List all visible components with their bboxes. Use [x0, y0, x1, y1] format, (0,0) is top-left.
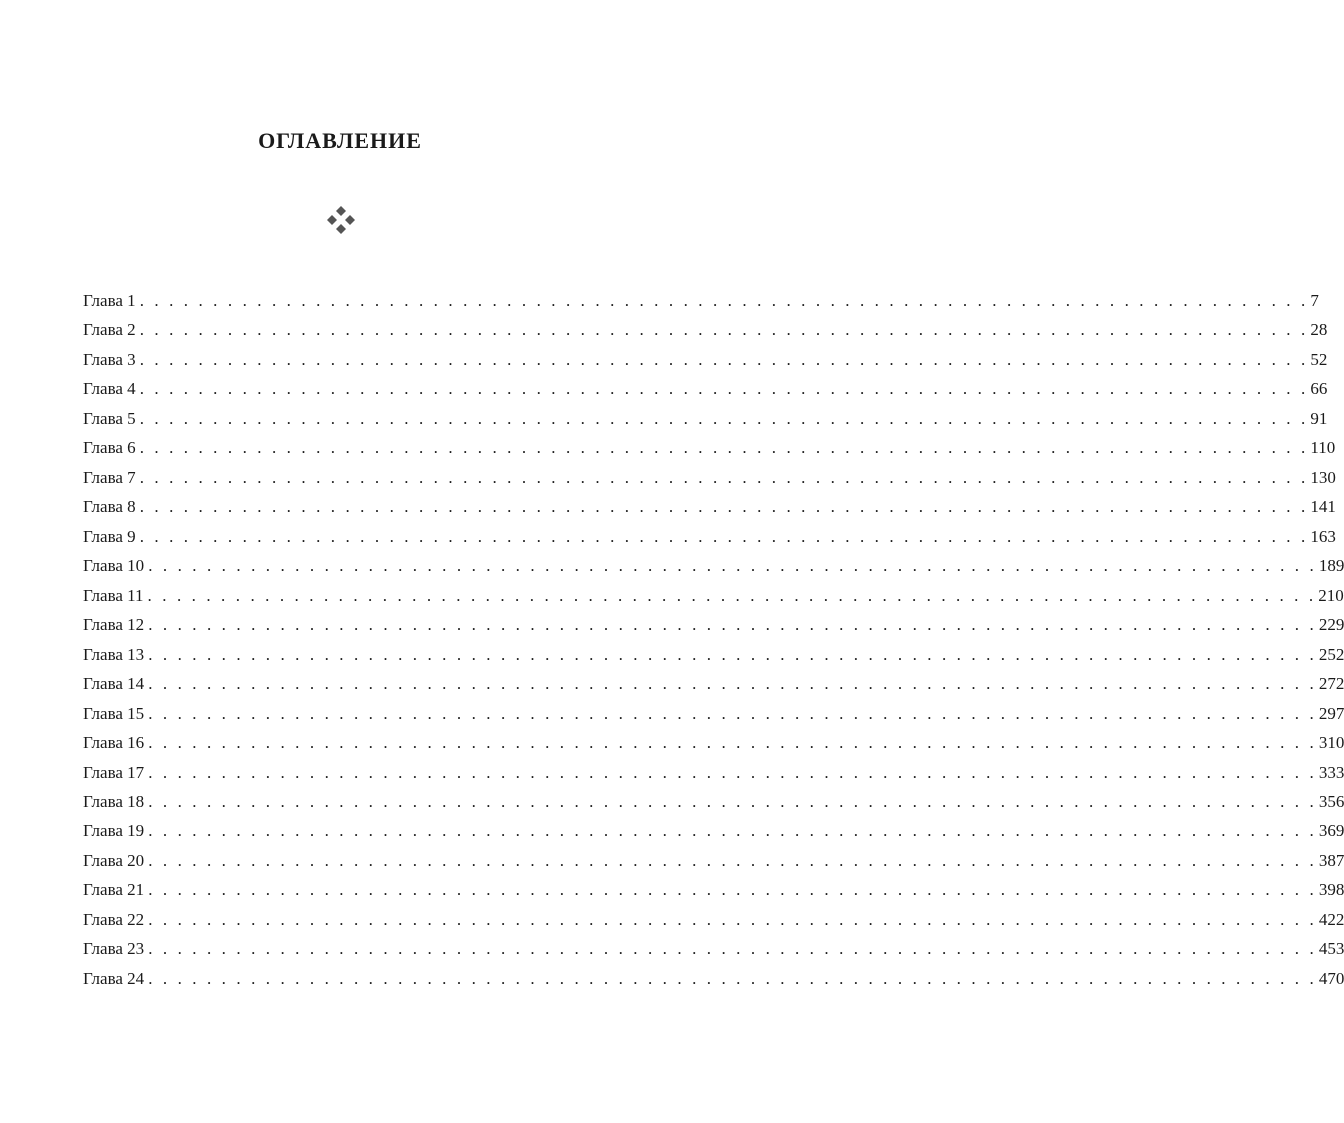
toc-entry-page-number: 52	[1310, 349, 1328, 369]
toc-entry[interactable]	[83, 909, 1344, 939]
toc-entry-page-number: 252	[1318, 644, 1344, 664]
toc-entry-page-number: 356	[1318, 791, 1344, 811]
toc-entry-page-number: 66	[1310, 379, 1328, 399]
toc-entry[interactable]	[83, 585, 1344, 615]
toc-entry[interactable]	[83, 408, 1328, 438]
dot-leader: . . . . . . . . . . . . . . . . . . . . . . . . . . . . . . . . . . . . . . . . . . . . . . . . . . . . . . . . . . . . . . . . . . . . . . . . . . . . . . . .	[148, 644, 1317, 664]
toc-entry[interactable]	[83, 349, 1328, 379]
toc-entry[interactable]	[83, 674, 1344, 703]
dot-leader: . . . . . . . . . . . . . . . . . . . . . . . . . . . . . . . . . . . . . . . . . . . . . . . . . . . . . . . . . . . . . . . . . . . . . . . . . . . . . . . .	[148, 939, 1317, 959]
toc-entry-label: Глава 6	[83, 438, 136, 458]
toc-entry[interactable]	[83, 821, 1344, 850]
toc-entry[interactable]	[83, 320, 1328, 349]
toc-entry-page-number: 453	[1318, 939, 1344, 959]
toc-entry-page-number: 297	[1318, 703, 1344, 723]
toc-entry[interactable]	[83, 939, 1344, 968]
toc-entry-label: Глава 11	[83, 585, 144, 605]
toc-entry-label: Глава 9	[83, 526, 136, 546]
toc-entry-page-number: 141	[1310, 497, 1336, 517]
dot-leader: . . . . . . . . . . . . . . . . . . . . . . . . . . . . . . . . . . . . . . . . . . . . . . . . . . . . . . . . . . . . . . . . . . . . . . . . . . . . . . . .	[139, 438, 1309, 458]
toc-entry-page-number: 229	[1318, 615, 1344, 635]
toc-entry[interactable]	[83, 880, 1344, 909]
dot-leader: . . . . . . . . . . . . . . . . . . . . . . . . . . . . . . . . . . . . . . . . . . . . . . . . . . . . . . . . . . . . . . . . . . . . . . . . . . . . . . . .	[147, 585, 1317, 605]
toc-entry-page-number: 189	[1318, 556, 1344, 576]
dot-leader: . . . . . . . . . . . . . . . . . . . . . . . . . . . . . . . . . . . . . . . . . . . . . . . . . . . . . . . . . . . . . . . . . . . . . . . . . . . . . . . .	[148, 968, 1317, 988]
toc-entry-label: Глава 23	[83, 939, 145, 959]
dot-leader: . . . . . . . . . . . . . . . . . . . . . . . . . . . . . . . . . . . . . . . . . . . . . . . . . . . . . . . . . . . . . . . . . . . . . . . . . . . . . . . .	[148, 674, 1317, 694]
page-title: ОГЛАВЛЕНИЕ	[258, 128, 422, 153]
toc-entry-label: Глава 1	[83, 291, 136, 310]
toc-entry-page-number: 422	[1318, 909, 1344, 929]
dot-leader: . . . . . . . . . . . . . . . . . . . . . . . . . . . . . . . . . . . . . . . . . . . . . . . . . . . . . . . . . . . . . . . . . . . . . . . . . . . . . . . .	[148, 880, 1317, 900]
toc-entry-label: Глава 8	[83, 497, 136, 517]
toc-entry[interactable]	[83, 644, 1344, 674]
dot-leader: . . . . . . . . . . . . . . . . . . . . . . . . . . . . . . . . . . . . . . . . . . . . . . . . . . . . . . . . . . . . . . . . . . . . . . . . . . . . . . . .	[148, 733, 1317, 753]
toc-entry-label: Глава 17	[83, 762, 145, 782]
dot-leader: . . . . . . . . . . . . . . . . . . . . . . . . . . . . . . . . . . . . . . . . . . . . . . . . . . . . . . . . . . . . . . . . . . . . . . . . . . . . . . . .	[139, 526, 1309, 546]
toc-entry-page-number: 91	[1310, 408, 1328, 428]
toc-entry-page-number: 130	[1310, 467, 1336, 487]
dot-leader: . . . . . . . . . . . . . . . . . . . . . . . . . . . . . . . . . . . . . . . . . . . . . . . . . . . . . . . . . . . . . . . . . . . . . . . . . . . . . . . .	[148, 762, 1317, 782]
toc-entry-label: Глава 2	[83, 320, 136, 340]
dot-leader: . . . . . . . . . . . . . . . . . . . . . . . . . . . . . . . . . . . . . . . . . . . . . . . . . . . . . . . . . . . . . . . . . . . . . . . . . . . . . . . .	[139, 467, 1309, 487]
toc-entry[interactable]	[83, 703, 1344, 733]
toc-entry-label: Глава 3	[83, 349, 136, 369]
dot-leader: . . . . . . . . . . . . . . . . . . . . . . . . . . . . . . . . . . . . . . . . . . . . . . . . . . . . . . . . . . . . . . . . . . . . . . . . . . . . . . . .	[139, 379, 1309, 399]
toc-entry-label: Глава 10	[83, 556, 145, 576]
toc-entry-label: Глава 21	[83, 880, 145, 900]
toc-entry-label: Глава 18	[83, 791, 145, 811]
dot-leader: . . . . . . . . . . . . . . . . . . . . . . . . . . . . . . . . . . . . . . . . . . . . . . . . . . . . . . . . . . . . . . . . . . . . . . . . . . . . . . . .	[139, 408, 1309, 428]
toc-entry-label: Глава 15	[83, 703, 145, 723]
dot-leader: . . . . . . . . . . . . . . . . . . . . . . . . . . . . . . . . . . . . . . . . . . . . . . . . . . . . . . . . . . . . . . . . . . . . . . . . . . . . . . . .	[139, 320, 1309, 340]
four-diamond-ornament-icon	[326, 205, 356, 235]
toc-entry-page-number: 310	[1318, 733, 1344, 753]
toc-entry[interactable]	[83, 733, 1344, 762]
toc-entry-page-number: 369	[1318, 821, 1344, 841]
toc-entry[interactable]	[83, 615, 1344, 644]
toc-entry[interactable]	[83, 526, 1336, 556]
dot-leader: . . . . . . . . . . . . . . . . . . . . . . . . . . . . . . . . . . . . . . . . . . . . . . . . . . . . . . . . . . . . . . . . . . . . . . . . . . . . . . . .	[139, 291, 1309, 310]
toc-entry[interactable]	[83, 497, 1336, 526]
toc-entry-label: Глава 12	[83, 615, 145, 635]
dot-leader: . . . . . . . . . . . . . . . . . . . . . . . . . . . . . . . . . . . . . . . . . . . . . . . . . . . . . . . . . . . . . . . . . . . . . . . . . . . . . . . .	[148, 556, 1317, 576]
toc-entry[interactable]	[83, 762, 1344, 792]
toc-entry-page-number: 333	[1318, 762, 1344, 782]
dot-leader: . . . . . . . . . . . . . . . . . . . . . . . . . . . . . . . . . . . . . . . . . . . . . . . . . . . . . . . . . . . . . . . . . . . . . . . . . . . . . . . .	[139, 349, 1309, 369]
toc-entry-page-number: 110	[1310, 438, 1336, 458]
toc-entry[interactable]	[83, 556, 1344, 585]
toc-entry-page-number: 387	[1318, 850, 1344, 870]
toc-entry[interactable]	[83, 438, 1336, 467]
toc-entry[interactable]	[83, 379, 1328, 408]
toc-entry-page-number: 7	[1310, 291, 1319, 310]
toc-entry-label: Глава 7	[83, 467, 136, 487]
toc-entry-page-number: 272	[1318, 674, 1344, 694]
dot-leader: . . . . . . . . . . . . . . . . . . . . . . . . . . . . . . . . . . . . . . . . . . . . . . . . . . . . . . . . . . . . . . . . . . . . . . . . . . . . . . . .	[148, 850, 1317, 870]
toc-entry-label: Глава 24	[83, 968, 145, 988]
dot-leader: . . . . . . . . . . . . . . . . . . . . . . . . . . . . . . . . . . . . . . . . . . . . . . . . . . . . . . . . . . . . . . . . . . . . . . . . . . . . . . . .	[148, 615, 1317, 635]
dot-leader: . . . . . . . . . . . . . . . . . . . . . . . . . . . . . . . . . . . . . . . . . . . . . . . . . . . . . . . . . . . . . . . . . . . . . . . . . . . . . . . .	[139, 497, 1309, 517]
dot-leader: . . . . . . . . . . . . . . . . . . . . . . . . . . . . . . . . . . . . . . . . . . . . . . . . . . . . . . . . . . . . . . . . . . . . . . . . . . . . . . . .	[148, 909, 1317, 929]
table-of-contents	[83, 291, 1344, 998]
toc-entry-page-number: 470	[1318, 968, 1344, 988]
toc-entry-page-number: 210	[1318, 585, 1344, 605]
toc-entry[interactable]	[83, 291, 1319, 320]
toc-entry[interactable]	[83, 968, 1344, 998]
toc-entry-label: Глава 16	[83, 733, 145, 753]
dot-leader: . . . . . . . . . . . . . . . . . . . . . . . . . . . . . . . . . . . . . . . . . . . . . . . . . . . . . . . . . . . . . . . . . . . . . . . . . . . . . . . .	[148, 821, 1317, 841]
toc-entry-label: Глава 13	[83, 644, 145, 664]
toc-entry-label: Глава 4	[83, 379, 136, 399]
toc-entry[interactable]	[83, 791, 1344, 821]
toc-entry[interactable]	[83, 467, 1336, 497]
toc-entry-label: Глава 22	[83, 909, 145, 929]
dot-leader: . . . . . . . . . . . . . . . . . . . . . . . . . . . . . . . . . . . . . . . . . . . . . . . . . . . . . . . . . . . . . . . . . . . . . . . . . . . . . . . .	[148, 703, 1317, 723]
toc-entry-page-number: 398	[1318, 880, 1344, 900]
toc-entry-label: Глава 20	[83, 850, 145, 870]
toc-entry-label: Глава 14	[83, 674, 145, 694]
toc-entry-label: Глава 5	[83, 408, 136, 428]
toc-entry-label: Глава 19	[83, 821, 145, 841]
toc-entry-page-number: 28	[1310, 320, 1328, 340]
dot-leader: . . . . . . . . . . . . . . . . . . . . . . . . . . . . . . . . . . . . . . . . . . . . . . . . . . . . . . . . . . . . . . . . . . . . . . . . . . . . . . . .	[148, 791, 1317, 811]
toc-entry-page-number: 163	[1310, 526, 1336, 546]
toc-entry[interactable]	[83, 850, 1344, 880]
